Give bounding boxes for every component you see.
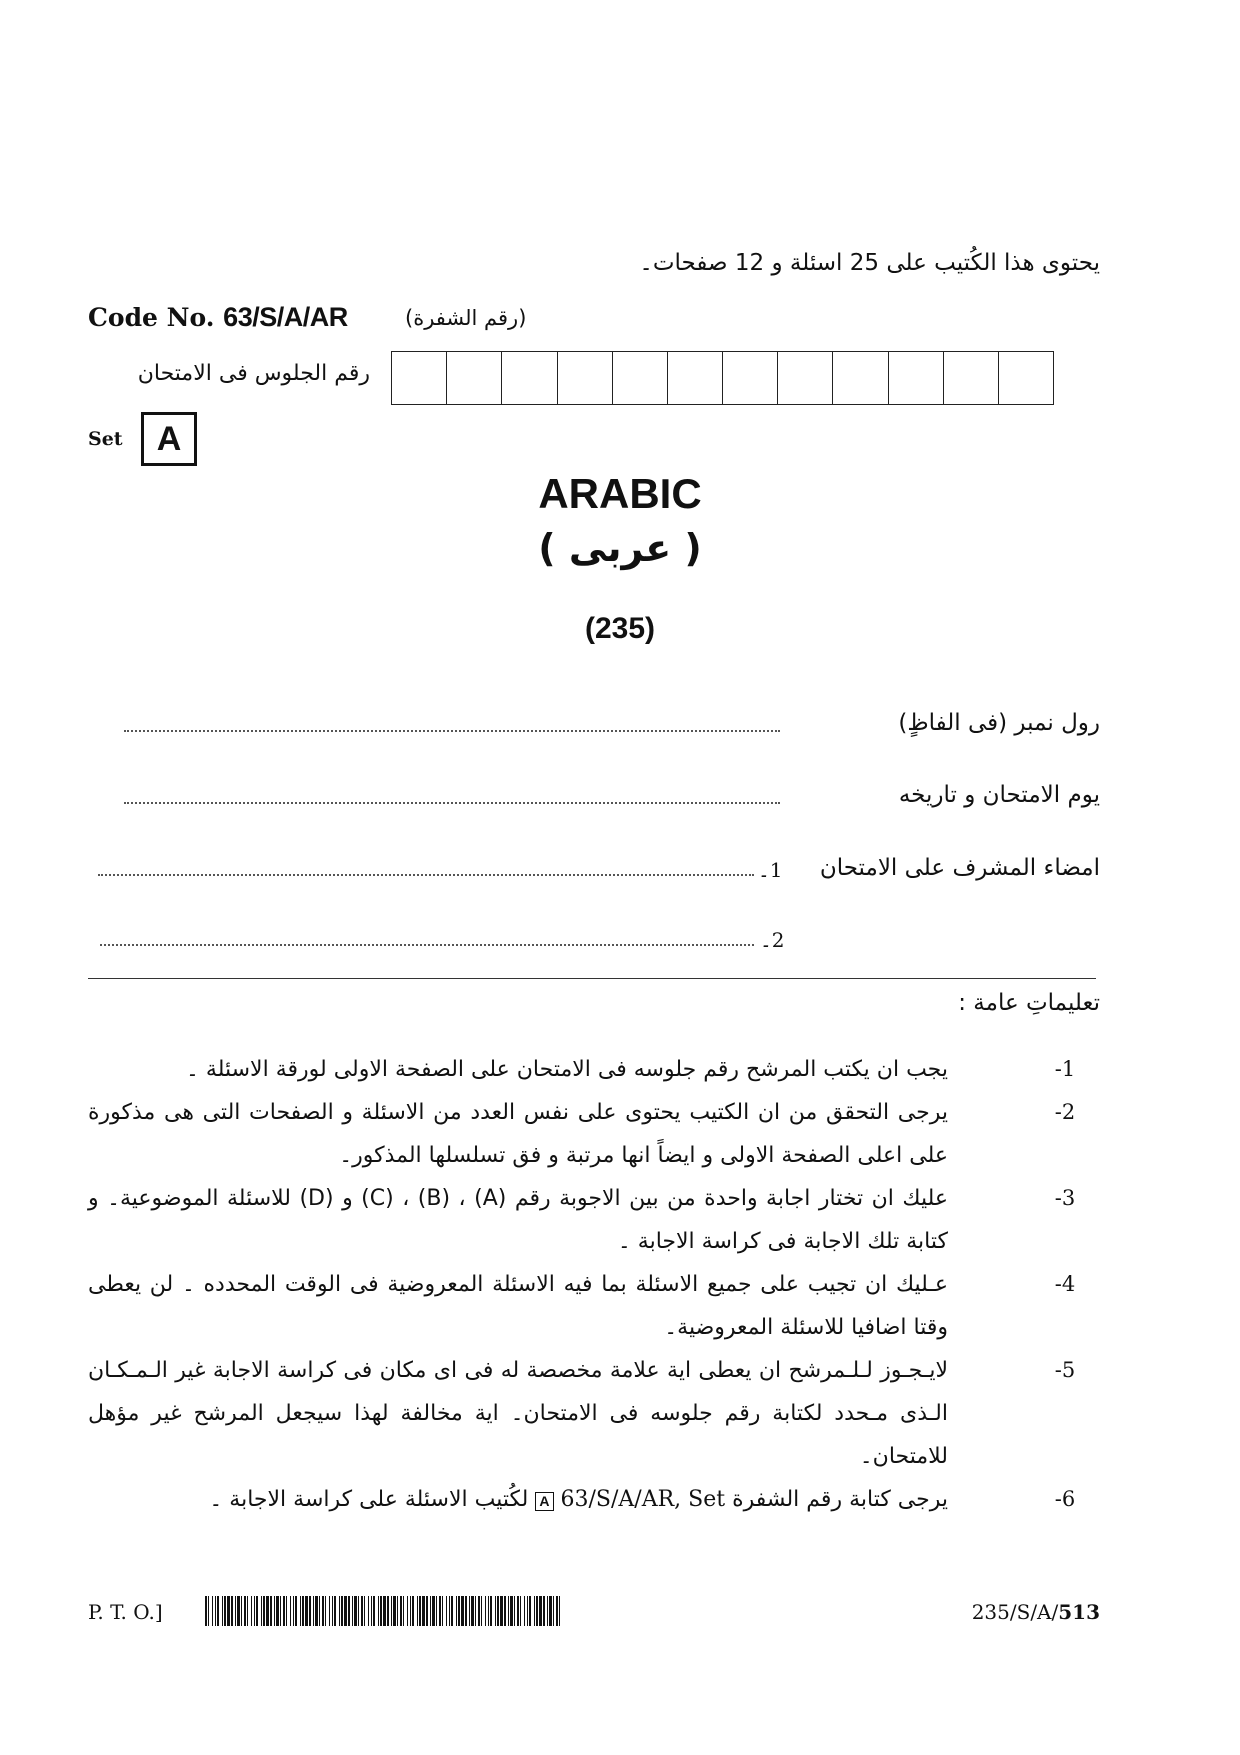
barcode-bar <box>475 1596 476 1626</box>
instruction-6-set-badge: A <box>535 1492 553 1511</box>
barcode-bar <box>485 1596 486 1626</box>
barcode-bar <box>439 1596 441 1626</box>
instruction-item <box>88 1177 1100 1263</box>
barcode-bar <box>539 1596 542 1626</box>
barcode-bar <box>266 1596 269 1626</box>
barcode-bar <box>458 1596 460 1626</box>
barcode-bar <box>490 1596 492 1626</box>
roll-number-box[interactable] <box>998 351 1054 405</box>
barcode-bar <box>293 1596 294 1626</box>
barcode-bar <box>373 1596 375 1626</box>
barcode-bar <box>334 1596 336 1626</box>
instruction-item <box>88 1091 1100 1177</box>
barcode-bar <box>256 1596 258 1626</box>
barcode-bar <box>383 1596 386 1626</box>
barcode-bar <box>461 1596 464 1626</box>
barcode-bar <box>319 1596 320 1626</box>
barcode-bar <box>559 1596 560 1626</box>
barcode-bar <box>556 1596 558 1626</box>
barcode-bar <box>231 1596 233 1626</box>
barcode-bar <box>313 1596 314 1626</box>
barcode-bar <box>270 1596 272 1626</box>
barcode-bar <box>387 1596 389 1626</box>
instruction-item <box>88 1349 1100 1478</box>
exam-date-label: يوم الامتحان و تاريخه <box>898 782 1100 808</box>
barcode-bar <box>442 1596 443 1626</box>
code-number-label <box>88 302 348 333</box>
instruction-item <box>88 1478 1100 1521</box>
barcode-bar <box>508 1596 509 1626</box>
barcode-bar <box>224 1596 226 1626</box>
roll-number-words-label: رول نمبر (فى الفاظٍ) <box>898 710 1100 736</box>
barcode-bar <box>280 1596 281 1626</box>
barcode-bar <box>504 1596 506 1626</box>
barcode-bar <box>393 1596 396 1626</box>
barcode-bar <box>208 1596 209 1626</box>
roll-number-box[interactable] <box>943 351 998 405</box>
barcode-bar <box>329 1596 330 1626</box>
barcode-bar <box>422 1596 425 1626</box>
barcode-bar <box>407 1596 408 1626</box>
barcode-bar <box>417 1596 418 1626</box>
barcode-bar <box>432 1596 435 1626</box>
roll-number-box[interactable] <box>888 351 943 405</box>
roll-number-box[interactable] <box>667 351 722 405</box>
barcode-bar <box>215 1596 216 1626</box>
signature-2-line[interactable] <box>100 944 754 946</box>
barcode-bar <box>465 1596 467 1626</box>
barcode-bar <box>217 1596 219 1626</box>
paper-code-footer <box>972 1600 1100 1624</box>
instruction-6-after: لكُتيب الاسئلة على كراسة الاجابة ۔ <box>209 1487 529 1512</box>
barcode-bar <box>520 1596 521 1626</box>
barcode-bar <box>309 1596 311 1626</box>
barcode-bar <box>527 1596 528 1626</box>
barcode-bar <box>419 1596 421 1626</box>
instruction-6-before: يرجى كتابة رقم الشفرة <box>732 1487 948 1512</box>
barcode-bar <box>451 1596 453 1626</box>
barcode-bar <box>543 1596 545 1626</box>
set-label: Set <box>88 428 123 450</box>
barcode-bar <box>361 1596 363 1626</box>
code-number-value: 63/S/A/AR <box>223 302 348 332</box>
barcode-bar <box>469 1596 470 1626</box>
barcode-bar <box>514 1596 515 1626</box>
barcode-bar <box>412 1596 414 1626</box>
barcode-bar <box>449 1596 450 1626</box>
barcode-bar <box>263 1596 265 1626</box>
code-number-caption: Code No. <box>88 303 215 332</box>
barcode-bar <box>251 1596 252 1626</box>
barcode-bar <box>348 1596 350 1626</box>
barcode-bar <box>244 1596 246 1626</box>
barcode-bar <box>322 1596 324 1626</box>
roll-number-box[interactable] <box>722 351 777 405</box>
roll-number-box[interactable] <box>777 351 832 405</box>
instruction-text: يجب ان يكتب المرشح رقم جلوسه فى الامتحان على الصفحة الاولى لورقة الاسئلة ۔ <box>186 1057 948 1082</box>
paper-code-bold: 513 <box>1058 1600 1100 1624</box>
section-divider <box>88 978 1096 979</box>
instruction-text <box>88 1478 948 1521</box>
instruction-number: -5 <box>1054 1358 1076 1382</box>
barcode-bar <box>315 1596 318 1626</box>
barcode-bar <box>247 1596 248 1626</box>
roll-number-box[interactable] <box>446 351 501 405</box>
barcode-bar <box>254 1596 255 1626</box>
barcode-bar <box>235 1596 236 1626</box>
barcode-bar <box>524 1596 525 1626</box>
barcode-bar <box>295 1596 297 1626</box>
barcode-bar <box>495 1596 496 1626</box>
barcode-bar <box>368 1596 369 1626</box>
roll-number-box[interactable] <box>832 351 887 405</box>
barcode-bar <box>378 1596 379 1626</box>
barcode-bar <box>391 1596 392 1626</box>
barcode-bar <box>302 1596 304 1626</box>
subject-title: ARABIC <box>538 470 702 517</box>
barcode-bar <box>478 1596 480 1626</box>
roll-number-box[interactable] <box>612 351 667 405</box>
barcode-bar <box>339 1596 340 1626</box>
barcode-bar <box>358 1596 359 1626</box>
barcode-bar <box>553 1596 554 1626</box>
barcode-bar <box>227 1596 230 1626</box>
barcode-bar <box>488 1596 489 1626</box>
barcode-bar <box>426 1596 428 1626</box>
instruction-text: عـليك ان تجيب على جميع الاسئلة بما فيه الاسئلة المعروضية فى الوقت المحدده ۔ لن يعطى وقتا اضافيا للاسئلة المعروضية۔ <box>88 1272 948 1340</box>
instruction-item <box>88 1048 1100 1091</box>
barcode-bar <box>305 1596 308 1626</box>
barcode-bar <box>403 1596 404 1626</box>
barcode-bar <box>529 1596 531 1626</box>
roll-number-box[interactable] <box>501 351 556 405</box>
set-badge: A <box>141 412 197 466</box>
barcode-bar <box>471 1596 474 1626</box>
barcode-bar <box>456 1596 457 1626</box>
barcode-bar <box>410 1596 411 1626</box>
barcode-bar <box>354 1596 357 1626</box>
code-label-arabic: (رقم الشفرة) <box>405 306 527 330</box>
barcode-bar <box>325 1596 326 1626</box>
instruction-text: لايـجـوز لـلـمرشح ان يعطى اية علامة مخصصة له فى اى مكان فى كراسة الاجابة غير الـمـكـان الـذى مـحدد لكتابة رقم جلوسه فى الامتحان۔ اية مخالفة لهذا سيجعل المرشح غير مؤهل للامتحان۔ <box>88 1358 948 1469</box>
barcode-bar <box>212 1596 213 1626</box>
barcode-bar <box>332 1596 333 1626</box>
instruction-number: -3 <box>1054 1186 1076 1210</box>
barcode-bar <box>430 1596 431 1626</box>
barcode-bar <box>222 1596 223 1626</box>
instruction-item <box>88 1263 1100 1349</box>
exam-date-line[interactable] <box>124 802 780 804</box>
signature-2-number: 2۔ <box>760 928 785 952</box>
barcode-bar <box>283 1596 285 1626</box>
barcode <box>205 1596 563 1626</box>
barcode-bar <box>380 1596 382 1626</box>
roll-number-label: رقم الجلوس فى الامتحان <box>137 361 370 386</box>
barcode-bar <box>446 1596 447 1626</box>
barcode-bar <box>510 1596 513 1626</box>
paper-code-plain: 235/S/A/ <box>971 1600 1059 1624</box>
barcode-bar <box>436 1596 437 1626</box>
booklet-info-note: يحتوى هذا الكُتيب على 25 اسئلة و 12 صفحات۔ <box>639 250 1100 276</box>
barcode-bar <box>286 1596 287 1626</box>
instruction-number: -2 <box>1054 1100 1076 1124</box>
barcode-bar <box>261 1596 262 1626</box>
barcode-bar <box>534 1596 535 1626</box>
roll-number-box[interactable] <box>557 351 612 405</box>
roll-number-boxes[interactable] <box>391 351 1054 405</box>
barcode-bar <box>241 1596 242 1626</box>
barcode-bar <box>290 1596 291 1626</box>
instruction-number: -4 <box>1054 1272 1076 1296</box>
barcode-bar <box>205 1596 207 1626</box>
barcode-bar <box>536 1596 538 1626</box>
barcode-bar <box>341 1596 343 1626</box>
instruction-number: -1 <box>1054 1057 1076 1081</box>
barcode-bar <box>547 1596 548 1626</box>
barcode-bar <box>352 1596 353 1626</box>
signature-1-number: 1۔ <box>758 858 783 882</box>
barcode-bar <box>344 1596 347 1626</box>
instruction-text: يرجى التحقق من ان الكتيب يحتوى على نفس العدد من الاسئلة و الصفحات التى هى مذكورة على اعلى الصفحة الاولى و ايضاً انها مرتبة و فق تسلسلها المذكور۔ <box>88 1100 948 1168</box>
barcode-bar <box>500 1596 503 1626</box>
subject-code: (235) <box>584 612 656 645</box>
barcode-bar <box>497 1596 499 1626</box>
instruction-number: -6 <box>1054 1487 1076 1511</box>
please-turn-over: P. T. O.] <box>88 1600 163 1624</box>
barcode-bar <box>371 1596 372 1626</box>
instruction-text: عليك ان تختار اجابة واحدة من بين الاجوبة رقم (A) ، (B) ، (C) و (D) للاسئلة الموضوعية۔ و كتابة تلك الاجابة فى كراسة الاجابة ۔ <box>88 1186 948 1254</box>
barcode-bar <box>274 1596 275 1626</box>
barcode-bar <box>517 1596 519 1626</box>
roll-number-words-line[interactable] <box>124 730 780 732</box>
subject-title-arabic: ( عربى ) <box>538 526 702 570</box>
barcode-bar <box>400 1596 402 1626</box>
signature-1-line[interactable] <box>98 874 754 876</box>
barcode-bar <box>364 1596 365 1626</box>
barcode-bar <box>481 1596 482 1626</box>
barcode-bar <box>397 1596 398 1626</box>
instructions-heading: تعليماتِ عامة : <box>958 990 1100 1016</box>
barcode-bar <box>300 1596 301 1626</box>
barcode-bar <box>237 1596 240 1626</box>
instruction-6-code: 63/S/A/AR, Set <box>560 1487 726 1512</box>
instructions-list <box>88 1048 1100 1521</box>
barcode-bar <box>276 1596 279 1626</box>
roll-number-box[interactable] <box>391 351 446 405</box>
supervisor-signature-label: امضاء المشرف على الامتحان <box>819 855 1100 881</box>
barcode-bar <box>549 1596 552 1626</box>
